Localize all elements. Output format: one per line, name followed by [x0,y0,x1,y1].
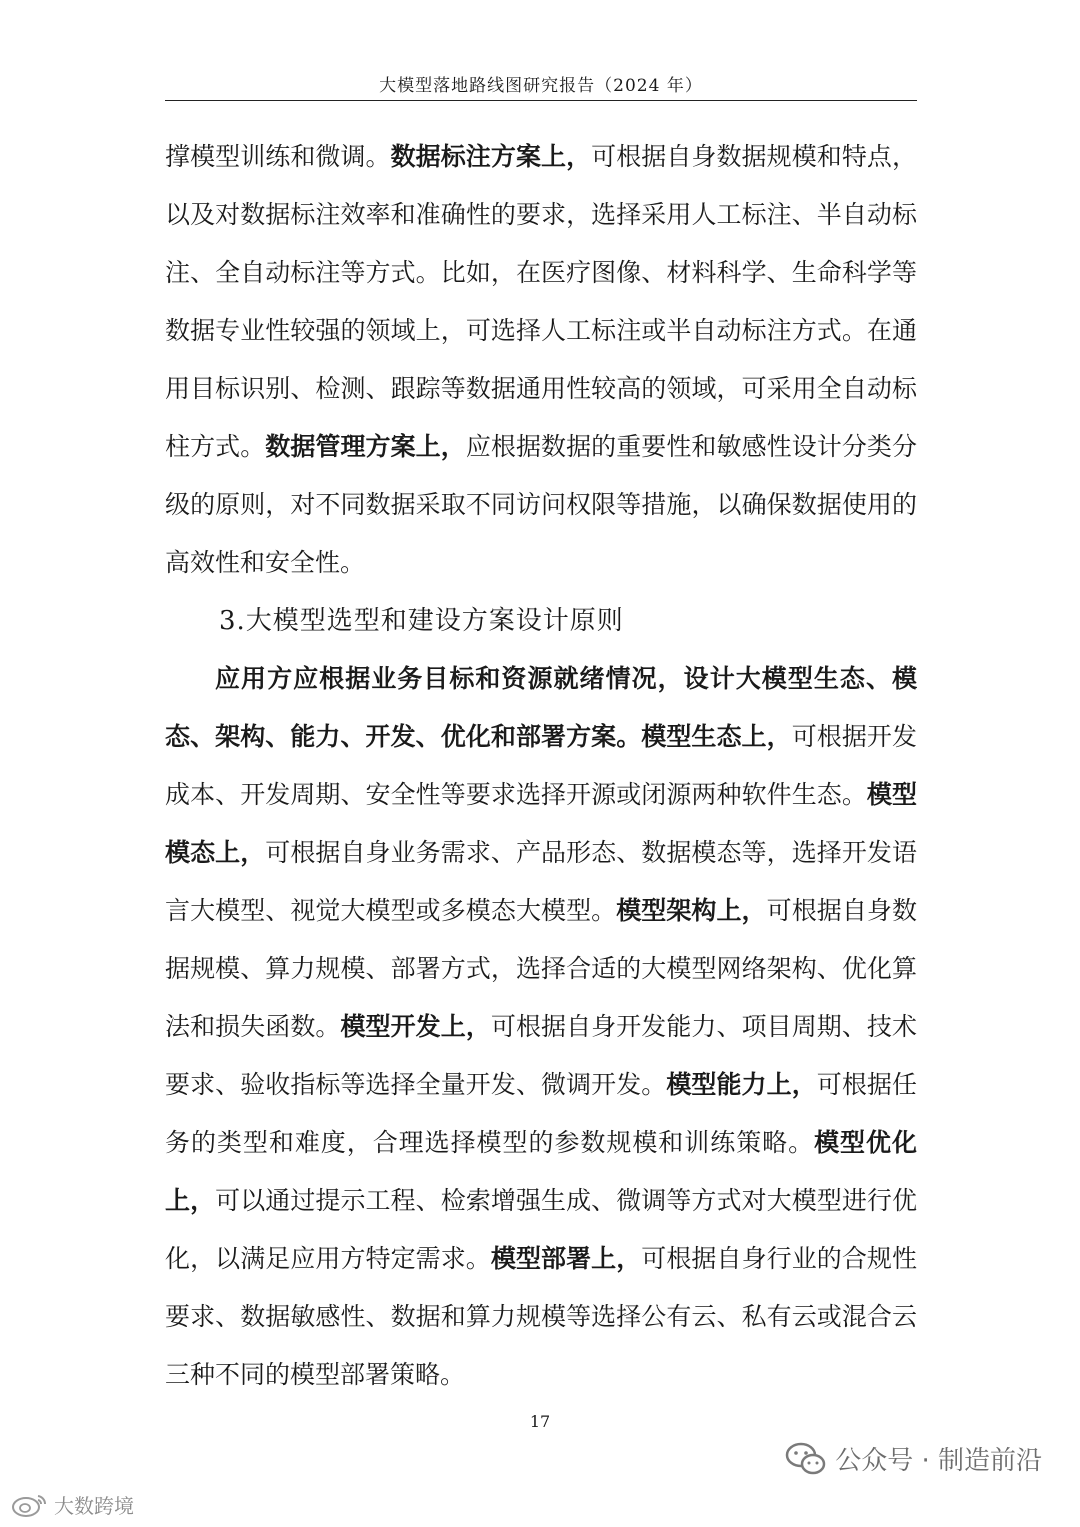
bold-run: 模型模态上， [165,780,917,867]
weibo-icon [10,1492,50,1518]
text-run: 可根据任务的类型和难度，合理选择模型的参数规模和训练策略。 [165,1070,917,1157]
bold-run: 数据标注方案上， [390,142,592,171]
text-run: 可根据开发成本、开发周期、安全性等要求选择开源或闭源两种软件生态。 [165,722,917,809]
page-header: 大模型落地路线图研究报告（2024 年） [379,76,703,96]
bold-run: 模型架构上， [616,896,767,925]
bold-run: 模型开发上， [340,1012,491,1041]
bold-run: 应用方应根据业务目标和资源就绪情况，设计大模型生态、模态、架构、能力、开发、优化和部署方案。 [165,664,917,751]
text-run: 可根据自身开发能力、项目周期、技术要求、验收指标等选择全量开发、微调开发。 [165,1012,917,1099]
text-run: 可根据自身业务需求、产品形态、数据模态等，选择开发语言大模型、视觉大模型或多模态大模型。 [165,838,917,925]
watermark-right [785,1440,1042,1477]
bold-run: 数据管理方案上， [265,432,466,461]
wechat-icon [785,1441,827,1477]
page-number: 17 [529,1412,551,1431]
text-run: 可以通过提示工程、检索增强生成、微调等方式对大模型进行优化，以满足应用方特定需求。 [165,1186,917,1273]
text-run: 撑模型训练和微调。 [165,142,391,171]
bold-run: 模型部署上， [490,1244,642,1273]
text-run: 可根据自身数据规模和特点，以及对数据标注效率和准确性的要求，选择采用人工标注、半自动标注、全自动标注等方式。比如，在医疗图像、材料科学、生命科学等数据专业性较强的领域上，可选择人工标注或半自动标注方式。在通用目标识别、检测、跟踪等数据通用性较高的领域，可采用全自动标柱方式。 [165,142,917,461]
text-run: 应根据数据的重要性和敏感性设计分类分级的原则，对不同数据采取不同访问权限等措施，以确保数据使用的高效性和安全性。 [165,432,917,577]
watermark-left-text: 大数跨境 [54,1494,134,1518]
text-run: 可根据自身数据规模、算力规模、部署方式，选择合适的大模型网络架构、优化算法和损失函数。 [165,896,917,1041]
document-body [165,128,917,1404]
paragraph-data-annotation [165,128,917,592]
paragraph-model-selection [165,650,917,1404]
text-run: 可根据自身行业的合规性要求、数据敏感性、数据和算力规模等选择公有云、私有云或混合云三种不同的模型部署策略。 [165,1244,917,1389]
section-heading: 3.大模型选型和建设方案设计原则 [219,606,624,636]
header-rule [165,100,917,101]
watermark-right-text: 公众号 · 制造前沿 [835,1446,1042,1476]
bold-run: 模型优化上， [165,1128,917,1215]
watermark-left [10,1490,134,1519]
bold-run: 模型生态上， [641,722,792,751]
bold-run: 模型能力上， [666,1070,817,1099]
